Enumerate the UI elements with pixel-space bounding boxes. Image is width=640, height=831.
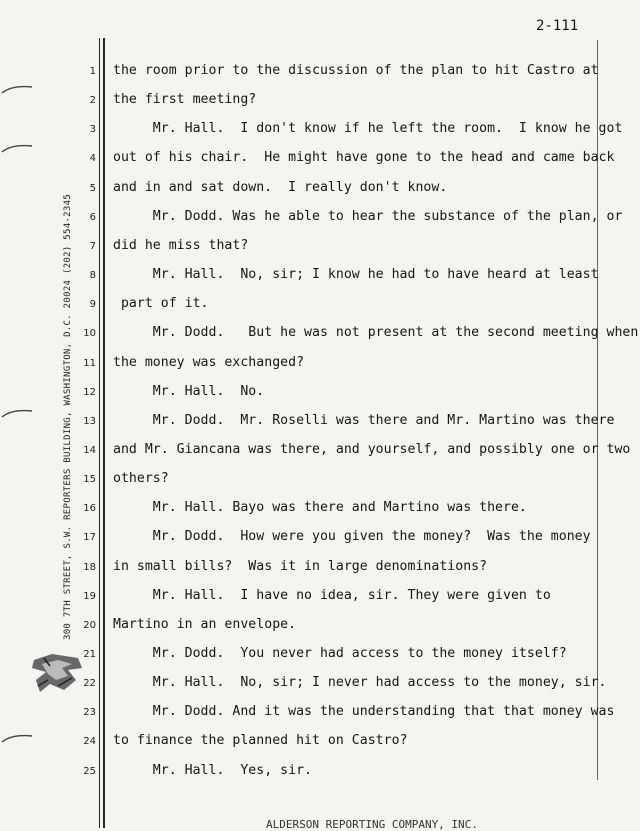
line-number: 9 <box>89 299 96 311</box>
hole-punch-mark <box>0 408 34 418</box>
transcript-line: Mr. Hall. Yes, sir. <box>113 762 312 778</box>
transcript-line: and Mr. Giancana was there, and yourself, and possibly one or two <box>113 441 631 457</box>
line-number: 15 <box>83 474 96 486</box>
left-margin-rule <box>99 38 100 828</box>
transcript-line: Mr. Dodd. And it was the understanding that that money was <box>113 704 615 720</box>
transcript-line: Mr. Dodd. But he was not present at the second meeting when <box>113 325 639 341</box>
transcript-line: to finance the planned hit on Castro? <box>113 733 408 749</box>
transcript-line: the room prior to the discussion of the plan to hit Castro at <box>113 63 599 78</box>
line-number: 25 <box>83 765 96 777</box>
hole-punch-mark <box>0 733 34 743</box>
line-number: 2 <box>89 95 96 107</box>
line-number: 3 <box>89 124 96 136</box>
line-number: 24 <box>83 736 96 748</box>
line-number: 14 <box>83 444 96 456</box>
line-number: 23 <box>83 707 96 719</box>
margin-address: 300 7TH STREET, S.W. REPORTERS BUILDING, WASHINGTON, D.C. 20024 (202) 554-2345 <box>63 193 73 640</box>
line-number: 6 <box>89 211 96 223</box>
line-number: 5 <box>89 182 96 194</box>
transcript-line: Mr. Hall. No. <box>113 383 265 399</box>
line-number: 4 <box>89 153 96 165</box>
transcript-line: Mr. Hall. Bayo was there and Martino was there. <box>113 500 527 516</box>
page-number: 2-111 <box>536 18 579 34</box>
transcript-line: Mr. Dodd. Was he able to hear the substance of the plan, or <box>113 208 623 224</box>
transcript-line: Mr. Hall. I have no idea, sir. They were given to <box>113 587 551 603</box>
line-number: 16 <box>83 503 96 515</box>
line-number: 22 <box>83 678 96 690</box>
transcript-line: in small bills? Was it in large denominations? <box>113 558 488 574</box>
line-number: 10 <box>83 328 96 340</box>
transcript-line: out of his chair. He might have gone to the head and came back <box>113 150 615 166</box>
line-number: 1 <box>89 66 96 77</box>
line-number: 7 <box>89 240 96 252</box>
transcript-line: the first meeting? <box>113 92 257 108</box>
transcript-line: part of it. <box>113 296 209 312</box>
line-number: 8 <box>89 270 96 282</box>
transcript-line: Mr. Dodd. How were you given the money? Was the money <box>113 529 591 545</box>
line-number: 21 <box>83 649 96 660</box>
hole-punch-mark <box>0 143 34 153</box>
transcript-line: Mr. Dodd. Mr. Roselli was there and Mr. Martino was there <box>113 412 615 428</box>
line-number: 11 <box>83 357 96 369</box>
transcript-line: others? <box>113 471 169 487</box>
line-number: 20 <box>83 619 96 631</box>
line-number: 19 <box>83 590 96 602</box>
line-number: 12 <box>83 386 96 398</box>
transcript-line: the money was exchanged? <box>113 354 305 370</box>
transcript-line: did he miss that? <box>113 237 249 253</box>
transcript-line: Mr. Hall. No, sir; I never had access to the money, sir. <box>113 675 607 691</box>
line-number: 17 <box>83 532 96 544</box>
transcript-line: and in and sat down. I really don't know. <box>113 179 448 195</box>
footer-company: ALDERSON REPORTING COMPANY, INC. <box>266 818 478 831</box>
hole-punch-mark <box>0 84 34 94</box>
transcript-line: Mr. Dodd. You never had access to the money itself? <box>113 646 567 661</box>
transcript-line: Mr. Hall. I don't know if he left the room. I know he got <box>113 121 623 137</box>
line-number: 18 <box>83 561 96 573</box>
left-margin-rule-double <box>103 38 105 828</box>
transcript-line: Martino in an envelope. <box>113 616 297 632</box>
line-number: 13 <box>83 415 96 427</box>
transcript-line: Mr. Hall. No, sir; I know he had to have heard at least <box>113 267 599 283</box>
